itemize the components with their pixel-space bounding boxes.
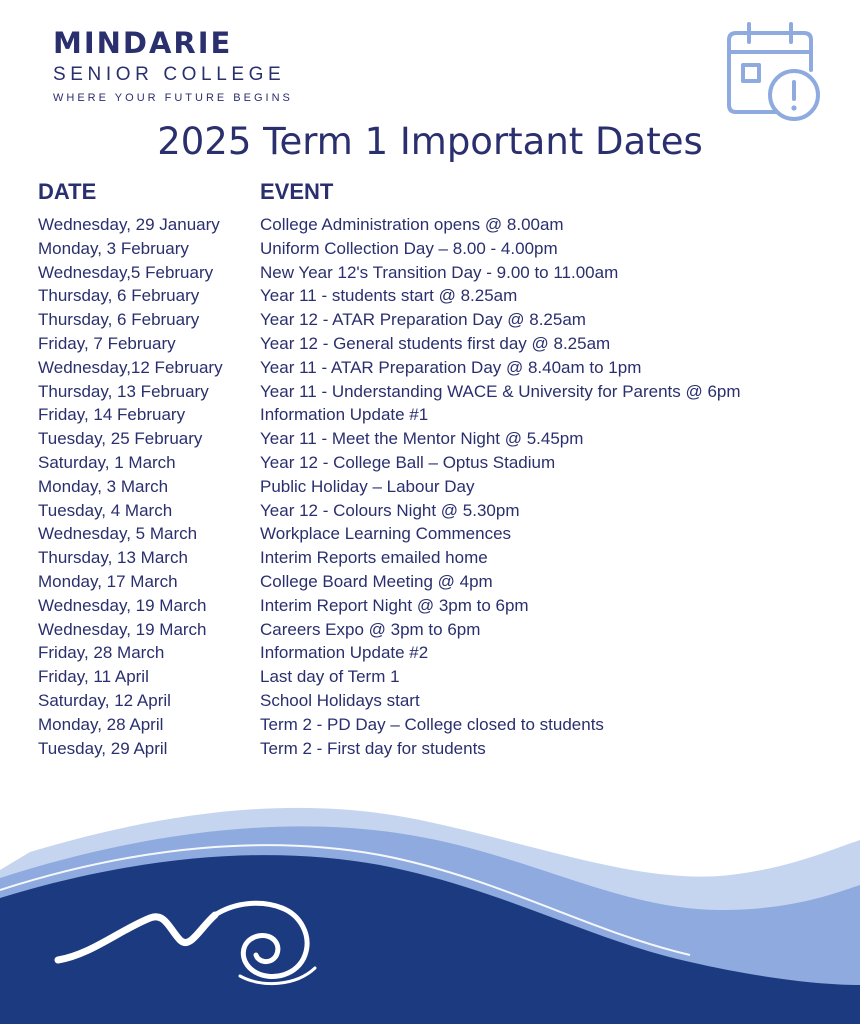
college-logo: [53, 26, 293, 105]
event-date: Monday, 3 March: [38, 476, 169, 496]
event-date: Wednesday,12 February: [38, 357, 223, 377]
event-date: Wednesday, 19 March: [38, 619, 207, 639]
event-description: Year 12 - Colours Night @ 5.30pm: [260, 500, 520, 520]
events-list: [38, 213, 838, 760]
event-row: [38, 213, 838, 237]
event-description: Interim Report Night @ 3pm to 6pm: [260, 595, 529, 615]
event-date: Saturday, 1 March: [38, 452, 176, 472]
event-date: Friday, 28 March: [38, 643, 165, 663]
event-description: College Administration opens @ 8.00am: [260, 215, 564, 234]
event-date: Monday, 3 February: [38, 238, 189, 258]
date-column-header: DATE: [38, 179, 97, 204]
event-date: Friday, 11 April: [38, 667, 149, 687]
event-row: [38, 475, 838, 499]
event-row: [38, 284, 838, 308]
event-date: Wednesday,5 February: [38, 262, 214, 282]
event-row: [38, 641, 838, 665]
event-description: Year 12 - General students first day @ 8.25am: [260, 333, 611, 353]
calendar-alert-icon: [724, 22, 824, 122]
event-row: [38, 570, 838, 594]
event-row: [38, 594, 838, 618]
event-row: [38, 737, 838, 761]
event-description: Year 11 - Understanding WACE & University for Parents @ 6pm: [260, 381, 741, 401]
event-description: Last day of Term 1: [260, 667, 400, 687]
event-row: [38, 308, 838, 332]
event-row: [38, 665, 838, 689]
event-description: Term 2 - PD Day – College closed to students: [260, 714, 604, 734]
event-date: Tuesday, 29 April: [38, 738, 168, 758]
event-date: Saturday, 12 April: [38, 690, 171, 710]
event-row: [38, 522, 838, 546]
event-description: Year 12 - College Ball – Optus Stadium: [260, 452, 556, 472]
event-row: [38, 689, 838, 713]
event-description: Public Holiday – Labour Day: [260, 476, 475, 496]
event-row: [38, 618, 838, 642]
event-row: [38, 546, 838, 570]
event-date: Wednesday, 29 January: [38, 215, 220, 234]
event-description: Uniform Collection Day – 8.00 - 4.00pm: [260, 238, 558, 258]
event-date: Friday, 7 February: [38, 333, 176, 353]
event-description: Year 12 - ATAR Preparation Day @ 8.25am: [260, 310, 586, 330]
event-row: [38, 427, 838, 451]
event-description: Year 11 - students start @ 8.25am: [260, 286, 518, 306]
event-description: College Board Meeting @ 4pm: [260, 571, 493, 591]
event-row: [38, 451, 838, 475]
event-date: Thursday, 6 February: [38, 310, 200, 330]
event-row: [38, 237, 838, 261]
page-title: 2025 Term 1 Important Dates: [157, 120, 703, 163]
event-date: Wednesday, 19 March: [38, 595, 207, 615]
event-description: Careers Expo @ 3pm to 6pm: [260, 619, 481, 639]
event-date: Wednesday, 5 March: [38, 524, 198, 544]
event-row: [38, 713, 838, 737]
event-description: Interim Reports emailed home: [260, 548, 488, 568]
event-description: Year 11 - Meet the Mentor Night @ 5.45pm: [260, 429, 584, 449]
event-date: Tuesday, 25 February: [38, 429, 203, 449]
event-row: [38, 380, 838, 404]
event-description: School Holidays start: [260, 690, 420, 710]
event-date: Thursday, 6 February: [38, 286, 200, 306]
wave-footer: [0, 790, 860, 1024]
logo-name: MINDARIE: [53, 26, 233, 60]
event-description: Workplace Learning Commences: [260, 524, 512, 544]
event-description: Year 11 - ATAR Preparation Day @ 8.40am to 1pm: [260, 357, 642, 377]
event-column-header: EVENT: [260, 179, 334, 204]
event-description: Term 2 - First day for students: [260, 738, 486, 758]
event-date: Thursday, 13 March: [38, 548, 188, 568]
event-date: Monday, 28 April: [38, 714, 164, 734]
event-row: [38, 403, 838, 427]
event-description: Information Update #1: [260, 405, 429, 425]
event-date: Friday, 14 February: [38, 405, 186, 425]
event-description: Information Update #2: [260, 643, 429, 663]
event-description: New Year 12's Transition Day - 9.00 to 11.00am: [260, 262, 619, 282]
event-date: Monday, 17 March: [38, 571, 178, 591]
event-row: [38, 499, 838, 523]
event-row: [38, 332, 838, 356]
event-date: Tuesday, 4 March: [38, 500, 173, 520]
event-date: Thursday, 13 February: [38, 381, 209, 401]
logo-tagline: WHERE YOUR FUTURE BEGINS: [53, 92, 293, 104]
logo-subtitle: SENIOR COLLEGE: [53, 64, 286, 85]
event-row: [38, 356, 838, 380]
event-row: [38, 261, 838, 285]
